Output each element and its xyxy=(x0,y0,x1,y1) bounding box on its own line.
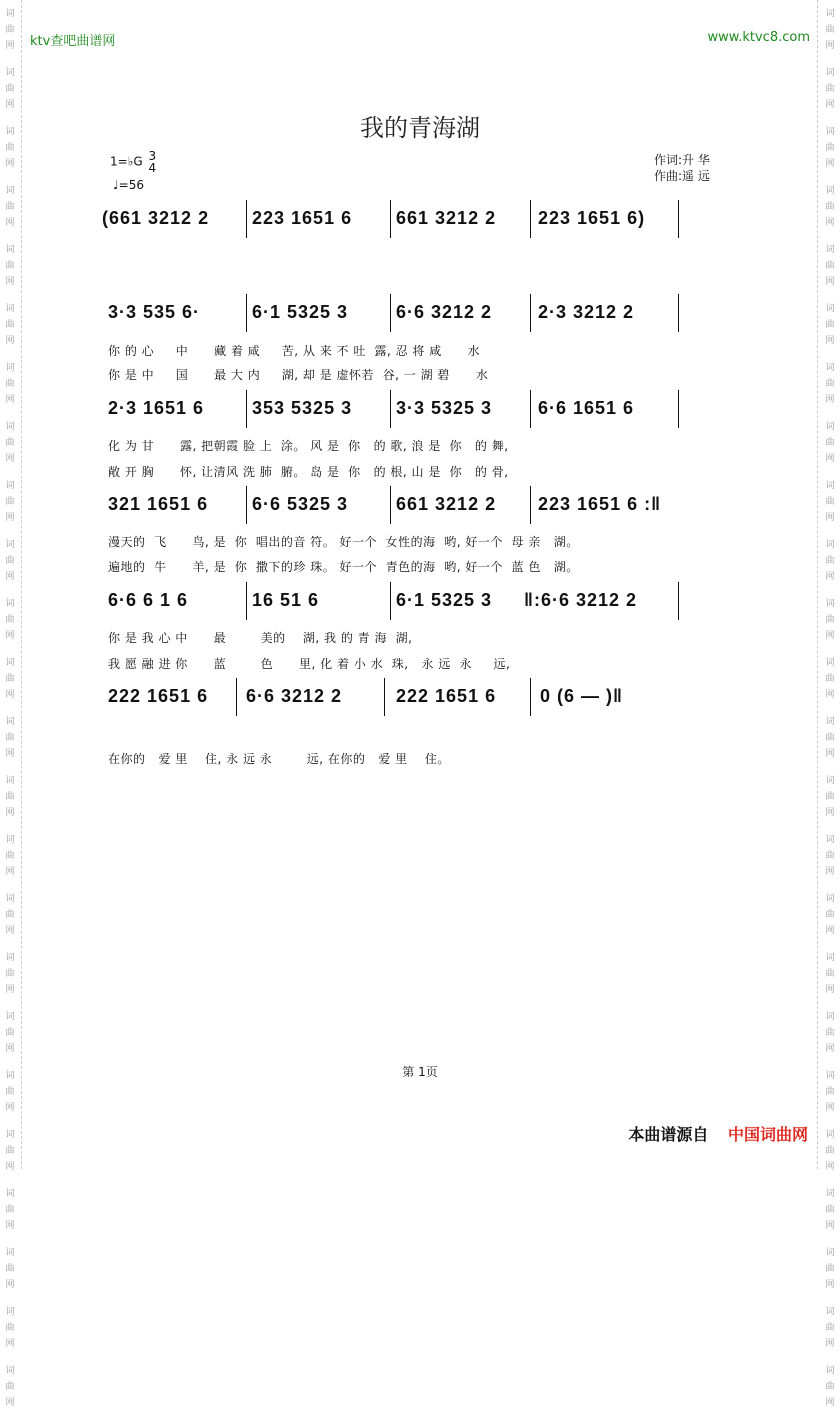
watermark-glyph-group: 词 曲 网 xyxy=(825,894,835,936)
score-line-4 xyxy=(100,494,690,534)
score-line-1 xyxy=(100,208,690,248)
header-left-site[interactable]: ktv查吧曲谱网 xyxy=(30,34,116,49)
watermark-glyph-group: 词 曲 网 xyxy=(5,1366,15,1408)
page-number: 第 1页 xyxy=(402,1065,438,1079)
lyrics-verse2: 你 是 中 国 最 大 内 湖, 却 是 虚怀若 谷, 一 湖 碧 水 xyxy=(108,368,489,382)
watermark-glyph-group: 词 曲 网 xyxy=(825,1189,835,1231)
left-watermark-strip xyxy=(3,0,17,1408)
barline xyxy=(390,390,391,428)
source-site-link[interactable]: 中国词曲网 xyxy=(727,1125,808,1144)
measure: ‖:6·6 3212 2 xyxy=(524,590,638,610)
watermark-glyph-group: 词 曲 网 xyxy=(825,599,835,641)
barline xyxy=(246,294,247,332)
watermark-glyph-group: 词 曲 网 xyxy=(825,1130,835,1172)
watermark-glyph-group: 词 曲 网 xyxy=(5,186,15,228)
watermark-glyph-group: 词 曲 网 xyxy=(825,1248,835,1290)
source-credit xyxy=(628,1122,808,1145)
measure: 6·6 3212 2 xyxy=(396,302,493,322)
watermark-glyph-group: 词 曲 网 xyxy=(5,481,15,523)
watermark-glyph-group: 词 曲 网 xyxy=(5,835,15,877)
watermark-glyph-group: 词 曲 网 xyxy=(5,1012,15,1054)
watermark-glyph-group: 词 曲 网 xyxy=(825,540,835,582)
watermark-glyph-group: 词 曲 网 xyxy=(825,9,835,51)
measure: 661 3212 2 xyxy=(396,208,497,228)
barline xyxy=(530,486,531,524)
header-right-url[interactable]: www.ktvc8.com xyxy=(707,30,810,45)
time-top: 3 xyxy=(148,149,157,163)
watermark-glyph-group: 词 曲 网 xyxy=(825,1307,835,1349)
watermark-glyph-group: 词 曲 网 xyxy=(5,304,15,346)
measure: 16 51 6 xyxy=(252,590,320,610)
watermark-glyph-group: 词 曲 网 xyxy=(825,422,835,464)
measure: 222 1651 6 xyxy=(108,686,209,706)
watermark-glyph-group: 词 曲 网 xyxy=(825,1071,835,1113)
barline xyxy=(390,294,391,332)
barline xyxy=(678,582,679,620)
watermark-glyph-group: 词 曲 网 xyxy=(825,658,835,700)
watermark-glyph-group: 词 曲 网 xyxy=(825,363,835,405)
watermark-glyph-group: 词 曲 网 xyxy=(5,599,15,641)
watermark-glyph-group: 词 曲 网 xyxy=(825,186,835,228)
measure: 6·6 1651 6 xyxy=(538,398,635,418)
credits xyxy=(654,152,710,184)
watermark-glyph-group: 词 曲 网 xyxy=(5,717,15,759)
watermark-glyph-group: 词 曲 网 xyxy=(5,894,15,936)
measure: (661 3212 2 xyxy=(102,208,210,228)
lyrics-verse1: 你 是 我 心 中 最 美的 湖, 我 的 青 海 湖, xyxy=(108,631,413,645)
measure: 321 1651 6 xyxy=(108,494,209,514)
lyricist: 作词:升 华 xyxy=(654,153,710,167)
measure: 223 1651 6 xyxy=(252,208,353,228)
barline xyxy=(246,200,247,238)
watermark-glyph-group: 词 曲 网 xyxy=(825,68,835,110)
watermark-glyph-group: 词 曲 网 xyxy=(825,717,835,759)
watermark-glyph-group: 词 曲 网 xyxy=(5,776,15,818)
watermark-glyph-group: 词 曲 网 xyxy=(5,1248,15,1290)
watermark-glyph-group: 词 曲 网 xyxy=(5,540,15,582)
watermark-glyph-group: 词 曲 网 xyxy=(5,1189,15,1231)
measure: 2·3 1651 6 xyxy=(108,398,205,418)
barline xyxy=(678,390,679,428)
source-label: 本曲谱源自 xyxy=(628,1125,709,1144)
right-watermark-strip xyxy=(823,0,837,1408)
barline xyxy=(390,200,391,238)
barline xyxy=(246,582,247,620)
barline xyxy=(530,200,531,238)
measure: 353 5325 3 xyxy=(252,398,353,418)
watermark-glyph-group: 词 曲 网 xyxy=(5,245,15,287)
measure: 3·3 535 6· xyxy=(108,302,201,322)
score-line-3 xyxy=(100,398,690,438)
watermark-glyph-group: 词 曲 网 xyxy=(5,658,15,700)
measure: 6·1 5325 3 xyxy=(396,590,493,610)
watermark-glyph-group: 词 曲 网 xyxy=(5,1071,15,1113)
watermark-glyph-group: 词 曲 网 xyxy=(825,127,835,169)
barline xyxy=(390,486,391,524)
barline xyxy=(678,200,679,238)
measure: 6·6 3212 2 xyxy=(246,686,343,706)
score-line-5 xyxy=(100,590,690,630)
measure: 223 1651 6) xyxy=(538,208,646,228)
lyrics-verse1: 化 为 甘 露, 把朝霞 脸 上 涂。 风 是 你 的 歌, 浪 是 你 的 舞, xyxy=(108,439,509,453)
barline xyxy=(530,390,531,428)
watermark-glyph-group: 词 曲 网 xyxy=(825,245,835,287)
measure: 0 (6 — )‖ xyxy=(540,686,623,706)
tempo-marking: ♩=56 xyxy=(113,178,144,192)
watermark-glyph-group: 词 曲 网 xyxy=(5,953,15,995)
barline xyxy=(246,486,247,524)
watermark-glyph-group: 词 曲 网 xyxy=(5,1307,15,1349)
barline xyxy=(678,294,679,332)
watermark-glyph-group: 词 曲 网 xyxy=(5,1130,15,1172)
watermark-glyph-group: 词 曲 网 xyxy=(5,68,15,110)
watermark-glyph-group: 词 曲 网 xyxy=(5,422,15,464)
barline xyxy=(384,678,385,716)
measure: 3·3 5325 3 xyxy=(396,398,493,418)
barline xyxy=(390,582,391,620)
lyrics-final: 在你的 爱 里 住, 永 远 永 远, 在你的 爱 里 住。 xyxy=(108,752,450,766)
measure: 6·6 5325 3 xyxy=(252,494,349,514)
measure: 6·1 5325 3 xyxy=(252,302,349,322)
lyrics-verse2: 我 愿 融 进 你 蓝 色 里, 化 着 小 水 珠, 永 远 永 远, xyxy=(108,657,511,671)
score-line-2 xyxy=(100,302,690,342)
measure: 222 1651 6 xyxy=(396,686,497,706)
barline xyxy=(236,678,237,716)
measure: 6·6 6 1 6 xyxy=(108,590,189,610)
composer: 作曲:遥 远 xyxy=(654,169,710,183)
time-bottom: 4 xyxy=(148,161,157,175)
measure: 2·3 3212 2 xyxy=(538,302,635,322)
watermark-glyph-group: 词 曲 网 xyxy=(825,481,835,523)
score-line-6 xyxy=(100,686,690,726)
barline xyxy=(246,390,247,428)
watermark-glyph-group: 词 曲 网 xyxy=(825,1366,835,1408)
lyrics-verse2: 敞 开 胸 怀, 让清风 洗 肺 腑。 岛 是 你 的 根, 山 是 你 的 骨, xyxy=(108,465,509,479)
watermark-glyph-group: 词 曲 网 xyxy=(825,1012,835,1054)
watermark-glyph-group: 词 曲 网 xyxy=(5,363,15,405)
watermark-glyph-group: 词 曲 网 xyxy=(5,127,15,169)
lyrics-verse1: 你 的 心 中 藏 着 咸 苦, 从 来 不 吐 露, 忍 将 咸 水 xyxy=(108,344,481,358)
measure: 223 1651 6 :‖ xyxy=(538,494,662,514)
measure: 661 3212 2 xyxy=(396,494,497,514)
barline xyxy=(530,294,531,332)
key-text: 1=♭G xyxy=(110,154,143,169)
watermark-glyph-group: 词 曲 网 xyxy=(825,953,835,995)
watermark-glyph-group: 词 曲 网 xyxy=(5,9,15,51)
watermark-glyph-group: 词 曲 网 xyxy=(825,304,835,346)
key-signature xyxy=(110,150,156,174)
watermark-glyph-group: 词 曲 网 xyxy=(825,835,835,877)
lyrics-verse1: 漫天的 飞 鸟, 是 你 唱出的音 符。 好一个 女性的海 哟, 好一个 母 亲 湖。 xyxy=(108,535,579,549)
song-title: 我的青海湖 xyxy=(360,114,480,142)
watermark-glyph-group: 词 曲 网 xyxy=(825,776,835,818)
barline xyxy=(530,678,531,716)
lyrics-verse2: 遍地的 牛 羊, 是 你 撒下的珍 珠。 好一个 青色的海 哟, 好一个 蓝 色 湖。 xyxy=(108,560,579,574)
